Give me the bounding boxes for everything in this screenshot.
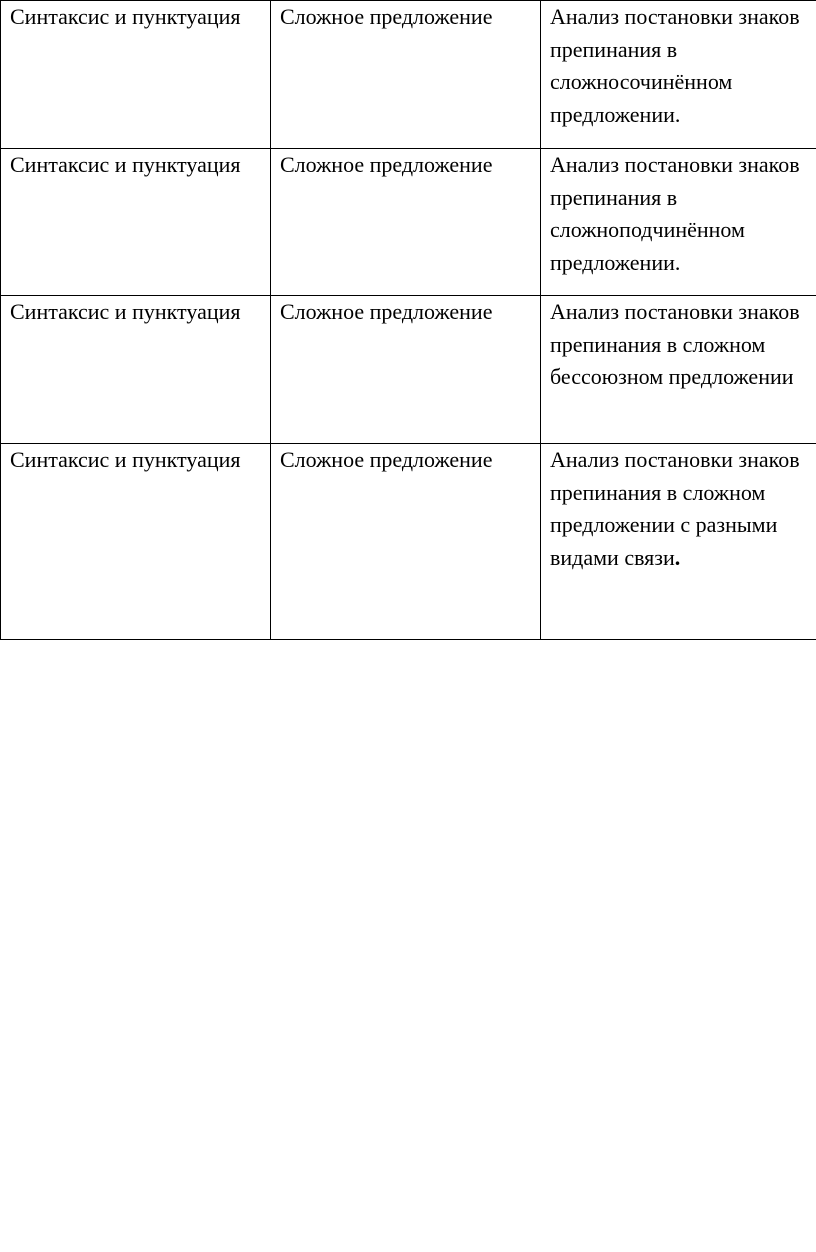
table-row xyxy=(1,149,816,296)
topic-text: Сложное предложение xyxy=(280,152,493,177)
task-text: Анализ постановки знаков препинания в сложносочинённом предложении. xyxy=(550,4,800,127)
section-cell xyxy=(1,444,271,640)
task-text-end: . xyxy=(674,544,681,570)
section-cell xyxy=(1,149,271,296)
task-text-wrapper xyxy=(550,444,812,574)
topic-cell xyxy=(271,444,541,640)
section-text: Синтаксис и пунктуация xyxy=(10,4,241,29)
section-cell xyxy=(1,296,271,444)
table-row xyxy=(1,1,816,149)
task-cell xyxy=(541,1,816,149)
task-text: Анализ постановки знаков препинания в сложном предложении с разными видами связи xyxy=(550,447,800,570)
topic-text: Сложное предложение xyxy=(280,447,493,472)
task-cell xyxy=(541,444,816,640)
topic-cell xyxy=(271,1,541,149)
topic-cell xyxy=(271,296,541,444)
topic-cell xyxy=(271,149,541,296)
section-text: Синтаксис и пунктуация xyxy=(10,299,241,324)
task-text: Анализ постановки знаков препинания в сложном бессоюзном предложении xyxy=(550,299,800,389)
task-text: Анализ постановки знаков препинания в сложноподчинённом предложении. xyxy=(550,152,800,275)
table-row xyxy=(1,296,816,444)
section-text: Синтаксис и пунктуация xyxy=(10,447,241,472)
section-cell xyxy=(1,1,271,149)
topic-text: Сложное предложение xyxy=(280,4,493,29)
task-cell xyxy=(541,296,816,444)
table-row xyxy=(1,444,816,640)
section-text: Синтаксис и пунктуация xyxy=(10,152,241,177)
topic-text: Сложное предложение xyxy=(280,299,493,324)
task-cell xyxy=(541,149,816,296)
